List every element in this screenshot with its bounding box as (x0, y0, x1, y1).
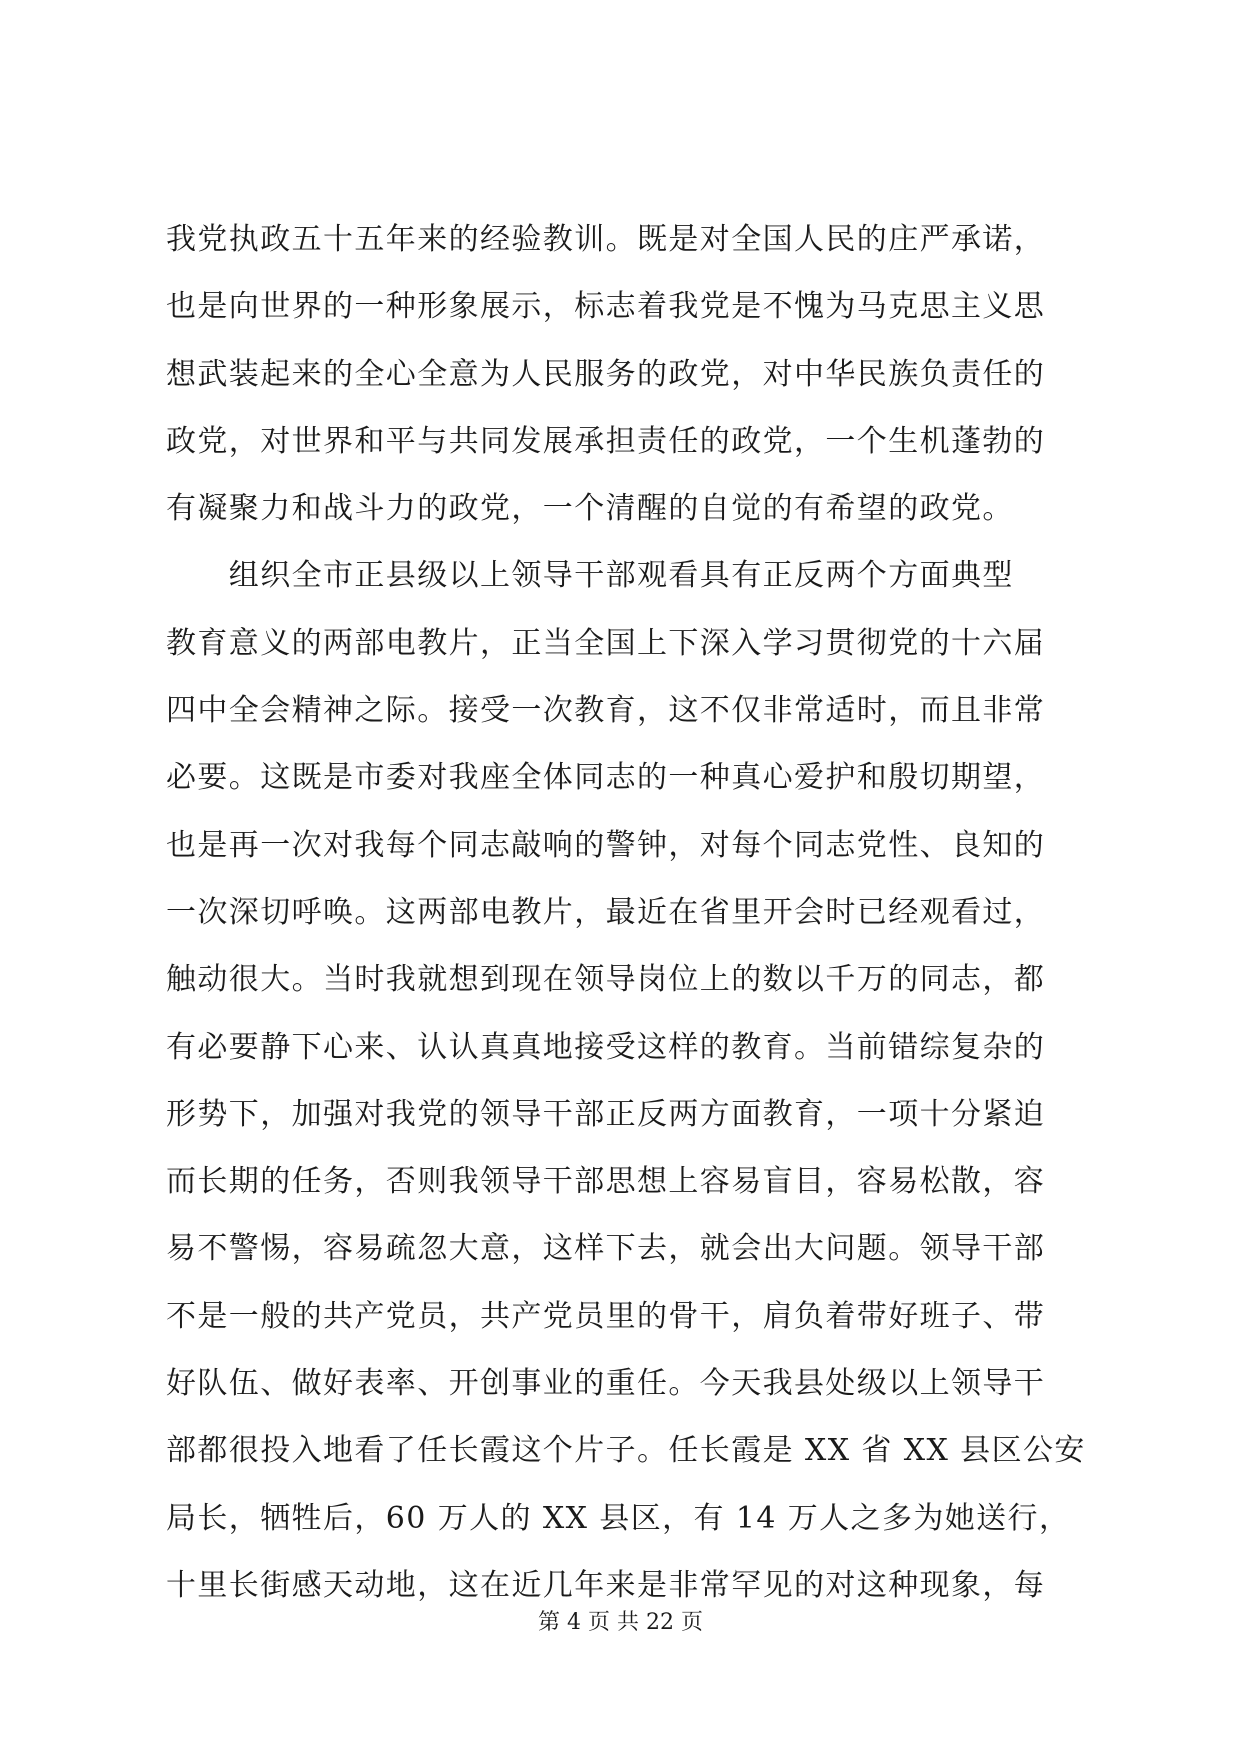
text-line: 而长期的任务，否则我领导干部思想上容易盲目，容易松散，容 (166, 1164, 1046, 1200)
text-line: 也是再一次对我每个同志敲响的警钟，对每个同志党性、良知的 (166, 827, 1046, 863)
text-line: 局长，牺牲后，60 万人的 XX 县区，有 14 万人之多为她送行， (166, 1500, 1071, 1536)
text-line: 十里长街感天动地，这在近几年来是非常罕见的对这种现象，每 (166, 1567, 1046, 1603)
text-line: 想武装起来的全心全意为人民服务的政党，对中华民族负责任的 (166, 356, 1046, 392)
text-line: 必要。这既是市委对我座全体同志的一种真心爱护和殷切期望， (166, 760, 1046, 796)
text-line: 有凝聚力和战斗力的政党，一个清醒的自觉的有希望的政党。 (166, 491, 1014, 527)
text-line: 部都很投入地看了任长霞这个片子。任长霞是 XX 省 XX 县区公安 (166, 1433, 1086, 1469)
text-line: 形势下，加强对我党的领导干部正反两方面教育，一项十分紧迫 (166, 1096, 1046, 1132)
text-line: 好队伍、做好表率、开创事业的重任。今天我县处级以上领导干 (166, 1366, 1046, 1402)
page-number-footer: 第 4 页 共 22 页 (538, 1610, 703, 1635)
text-line: 也是向世界的一种形象展示，标志着我党是不愧为马克思主义思 (166, 289, 1046, 325)
text-line: 组织全市正县级以上领导干部观看具有正反两个方面典型 (166, 558, 1014, 594)
body-text (166, 206, 1086, 1619)
text-line: 触动很大。当时我就想到现在领导岗位上的数以千万的同志，都 (166, 962, 1046, 998)
text-line: 我党执政五十五年来的经验教训。既是对全国人民的庄严承诺， (166, 222, 1046, 257)
text-line: 教育意义的两部电教片，正当全国上下深入学习贯彻党的十六届 (166, 625, 1046, 661)
text-line: 有必要静下心来、认认真真地接受这样的教育。当前错综复杂的 (166, 1029, 1046, 1065)
text-line: 不是一般的共产党员，共产党员里的骨干，肩负着带好班子、带 (166, 1298, 1046, 1334)
text-line: 政党，对世界和平与共同发展承担责任的政党，一个生机蓬勃的 (166, 423, 1046, 459)
text-line: 易不警惕，容易疏忽大意，这样下去，就会出大问题。领导干部 (166, 1231, 1046, 1267)
text-line: 四中全会精神之际。接受一次教育，这不仅非常适时，而且非常 (166, 693, 1046, 729)
text-line: 一次深切呼唤。这两部电教片，最近在省里开会时已经观看过， (166, 894, 1046, 930)
